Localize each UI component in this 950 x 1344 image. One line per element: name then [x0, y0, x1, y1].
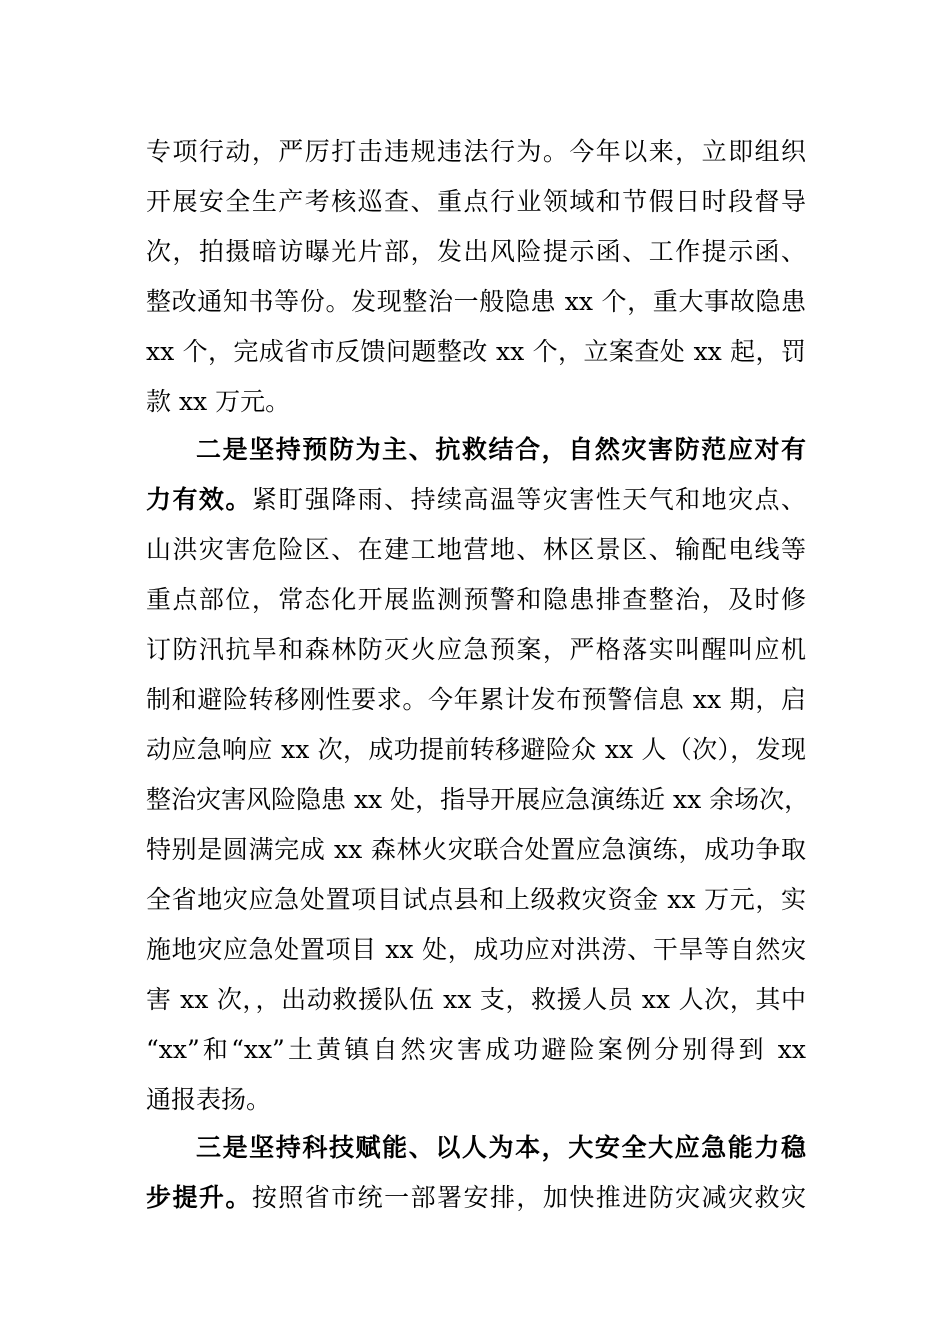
text-line	[146, 277, 806, 327]
text-line	[146, 475, 806, 525]
text-line	[146, 227, 806, 277]
text-run: 紧盯强降雨、持续高温等灾害性天气和地灾点、	[251, 485, 806, 514]
text-line	[146, 1025, 806, 1075]
text-run: 山洪灾害危险区、在建工地营地、林区景区、输配电线等	[146, 535, 806, 564]
text-line	[146, 725, 806, 775]
text-line	[146, 625, 806, 675]
text-line	[146, 925, 806, 975]
text-run: 施地灾应急处置项目 xx 处，成功应对洪涝、干旱等自然灾	[146, 935, 806, 964]
text-run: 次，拍摄暗访曝光片部，发出风险提示函、工作提示函、	[146, 237, 806, 266]
text-run: 订防汛抗旱和森林防灭火应急预案，严格落实叫醒叫应机	[146, 635, 806, 664]
text-run: 款 xx 万元。	[146, 387, 291, 416]
text-run: 全省地灾应急处置项目试点县和上级救灾资金 xx 万元，实	[146, 885, 806, 914]
text-line	[146, 1173, 806, 1223]
text-line	[146, 775, 810, 825]
text-line	[146, 377, 806, 427]
text-run: 按照省市统一部署安排，加快推进防灾减灾救灾	[251, 1183, 806, 1212]
bold-run: 力有效。	[146, 485, 252, 514]
bold-run: 三是坚持科技赋能、以人为本，大安全大应急能力稳	[196, 1133, 806, 1162]
text-run: “xx”和“xx”土黄镇自然灾害成功避险案例分别得到 xx	[146, 1035, 806, 1064]
text-run: 动应急响应 xx 次，成功提前转移避险众 xx 人（次），发现	[146, 735, 806, 764]
text-run: 整治灾害风险隐患 xx 处，指导开展应急演练近 xx 余场次，	[146, 785, 810, 814]
text-line	[146, 127, 806, 177]
text-run: 特别是圆满完成 xx 森林火灾联合处置应急演练，成功争取	[146, 835, 806, 864]
text-run: 整改通知书等份。发现整治一般隐患 xx 个，重大事故隐患	[146, 287, 806, 316]
bold-run: 步提升。	[146, 1183, 252, 1212]
text-run: 开展安全生产考核巡查、重点行业领域和节假日时段督导	[146, 187, 806, 216]
text-line	[146, 975, 806, 1025]
text-line	[146, 575, 806, 625]
text-line	[146, 875, 806, 925]
text-run: 重点部位，常态化开展监测预警和隐患排查整治，及时修	[146, 585, 806, 614]
bold-run: 二是坚持预防为主、抗救结合，自然灾害防范应对有	[196, 435, 806, 464]
text-run: xx 个，完成省市反馈问题整改 xx 个，立案查处 xx 起，罚	[146, 337, 806, 366]
text-line	[146, 1075, 806, 1125]
text-line	[196, 425, 806, 475]
text-line	[196, 1123, 806, 1173]
text-line	[146, 177, 806, 227]
text-line	[146, 525, 806, 575]
text-line	[146, 327, 806, 377]
text-line	[146, 825, 806, 875]
text-run: 专项行动，严厉打击违规违法行为。今年以来，立即组织	[146, 137, 806, 166]
text-run: 害 xx 次，，出动救援队伍 xx 支，救援人员 xx 人次，其中	[146, 985, 806, 1014]
text-run: 制和避险转移刚性要求。今年累计发布预警信息 xx 期，启	[146, 685, 806, 714]
text-line	[146, 675, 806, 725]
text-run: 通报表扬。	[146, 1085, 272, 1114]
